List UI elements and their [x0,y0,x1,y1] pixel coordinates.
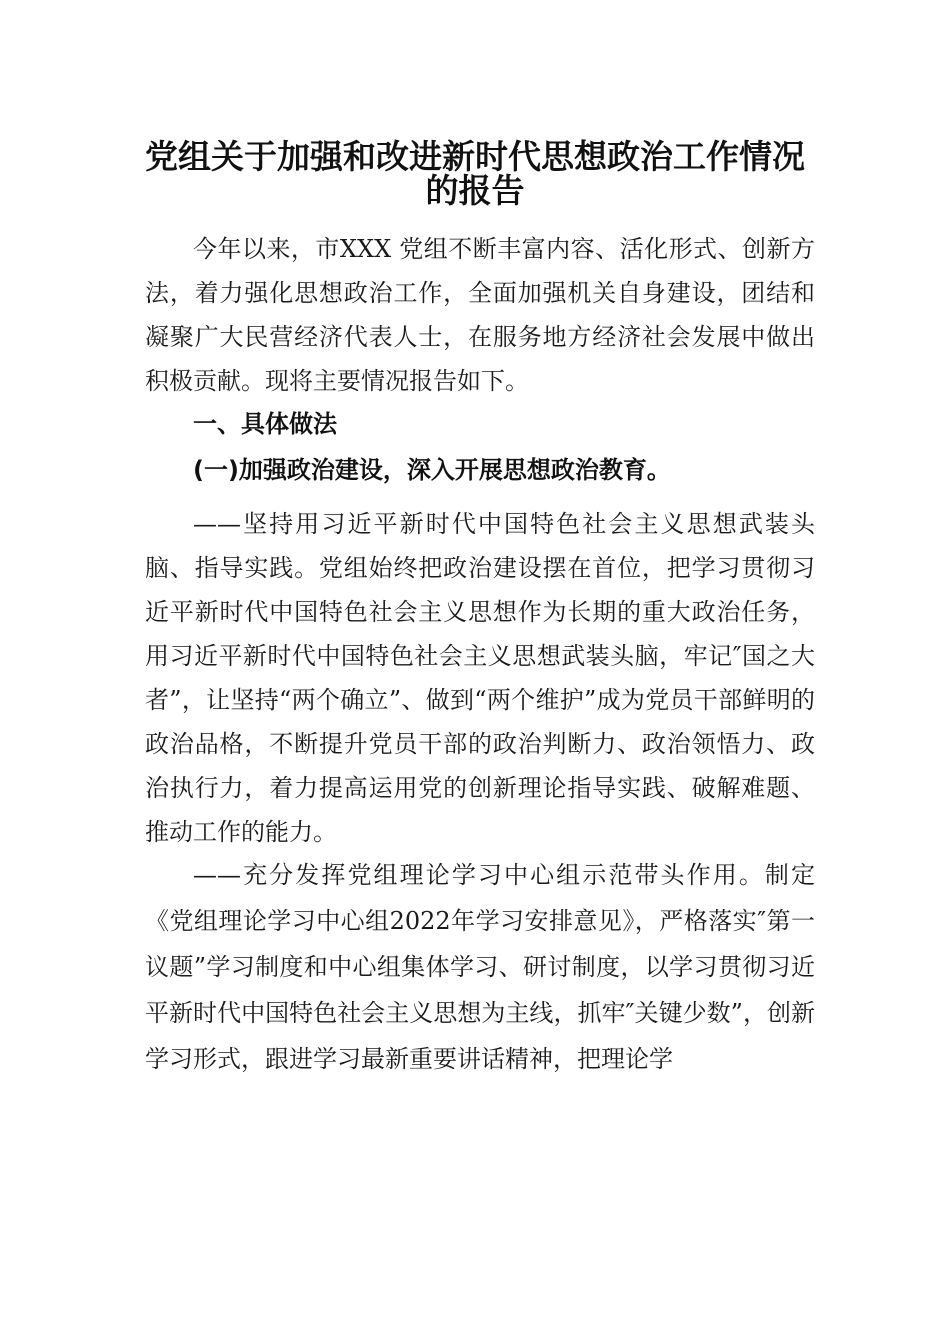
body-paragraph-1: ——坚持用习近平新时代中国特色社会主义思想武装头脑、指导实践。党组始终把政治建设摆在首位，把学习贯彻习近平新时代中国特色社会主义思想作为长期的重大政治任务，用习近平新时代中国特色社会主义思想武装头脑，牢记″国之大者”，让坚持“两个确立”、做到“两个维护”成为党员干部鲜明的政治品格，不断提升党员干部的政治判断力、政治领悟力、政治执行力，着力提高运用党的创新理论指导实践、破解难题、推动工作的能力。 [145,510,815,846]
intro-paragraph: 今年以来，市XXX 党组不断丰富内容、活化形式、创新方法，着力强化思想政治工作，全面加强机关自身建设，团结和凝聚广大民营经济代表人士，在服务地方经济社会发展中做出积极贡献。现将主要情况报告如下。 [145,235,815,395]
body-paragraph-2: ——充分发挥党组理论学习中心组示范带头作用。制定《党组理论学习中心组2022年学习安排意见》，严格落实″第一议题”学习制度和中心组集体学习、研讨制度，以学习贯彻习近平新时代中国特色社会主义思想为主线，抓牢″关键少数”，创新学习形式，跟进学习最新重要讲话精神，把理论学 [145,861,815,1073]
section-heading-1: 一、具体做法 [193,410,337,438]
document-title: 党组关于加强和改进新时代思想政治工作情况的报告 [145,137,805,210]
subsection-heading-1: (一)加强政治建设，深入开展思想政治教育。 [193,456,671,484]
